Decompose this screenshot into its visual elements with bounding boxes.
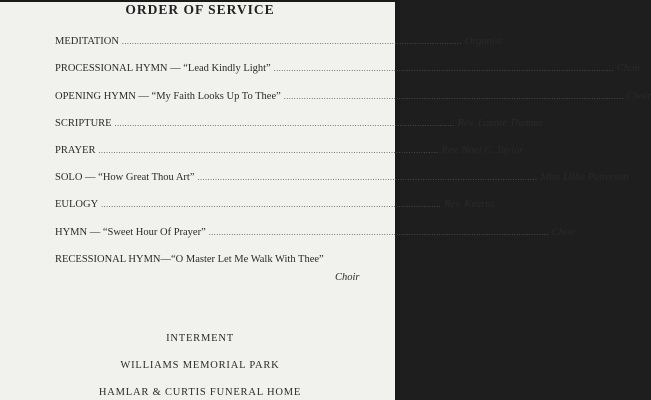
item-performer: Organist [464, 36, 502, 47]
item-performer: Miss Lillie Patterson [540, 172, 629, 183]
dot-leader: ........................................................................................................................................ [98, 146, 439, 155]
service-item-hymn [55, 227, 577, 238]
page-title: ORDER OF SERVICE [125, 2, 275, 17]
dot-leader: ........................................................................................................................................ [101, 200, 442, 209]
interment-heading: INTERMENT [166, 333, 234, 344]
item-label: MEDITATION [55, 36, 119, 47]
service-item-scripture [55, 118, 543, 129]
item-label: RECESSIONAL HYMN—“O Master Let Me Walk With Thee” [55, 254, 324, 265]
dot-leader: ........................................................................................................................................ [114, 119, 455, 128]
item-performer: Rev. Noel C. Taylor [441, 145, 524, 156]
item-label: SOLO — “How Great Thou Art” [55, 172, 195, 183]
service-item-opening-hymn [55, 91, 651, 102]
item-performer: Choir [626, 91, 651, 102]
service-item-solo [55, 172, 629, 183]
service-item-prayer [55, 145, 524, 156]
item-performer: Rev. Lonnie Thomas [457, 118, 543, 129]
item-label: SCRIPTURE [55, 118, 112, 129]
dot-leader: ........................................................................................................................................ [273, 64, 614, 73]
item-label: EULOGY [55, 199, 99, 210]
cemetery-name: WILLIAMS MEMORIAL PARK [120, 360, 280, 371]
service-item-meditation [55, 36, 502, 47]
dot-leader: ........................................................................................................................................ [283, 92, 624, 101]
service-item-recessional-hymn [55, 254, 360, 265]
dot-leader: ........................................................................................................................................ [208, 228, 549, 237]
item-label: HYMN — “Sweet Hour Of Prayer” [55, 227, 206, 238]
item-label: PRAYER [55, 145, 96, 156]
funeral-home-name: HAMLAR & CURTIS FUNERAL HOME [98, 387, 302, 398]
dot-leader: ........................................................................................................................................ [197, 173, 538, 182]
item-performer: Rev. Kearns [444, 199, 495, 210]
item-performer: Choir [335, 272, 360, 283]
service-item-processional-hymn [55, 63, 642, 74]
service-item-eulogy [55, 199, 495, 210]
dot-leader: ........................................................................................................................................ [121, 37, 462, 46]
item-label: PROCESSIONAL HYMN — “Lead Kindly Light” [55, 63, 271, 74]
item-label: OPENING HYMN — “My Faith Looks Up To Thee” [55, 91, 281, 102]
item-performer: Choir [551, 227, 577, 238]
item-performer: Choir [616, 63, 642, 74]
